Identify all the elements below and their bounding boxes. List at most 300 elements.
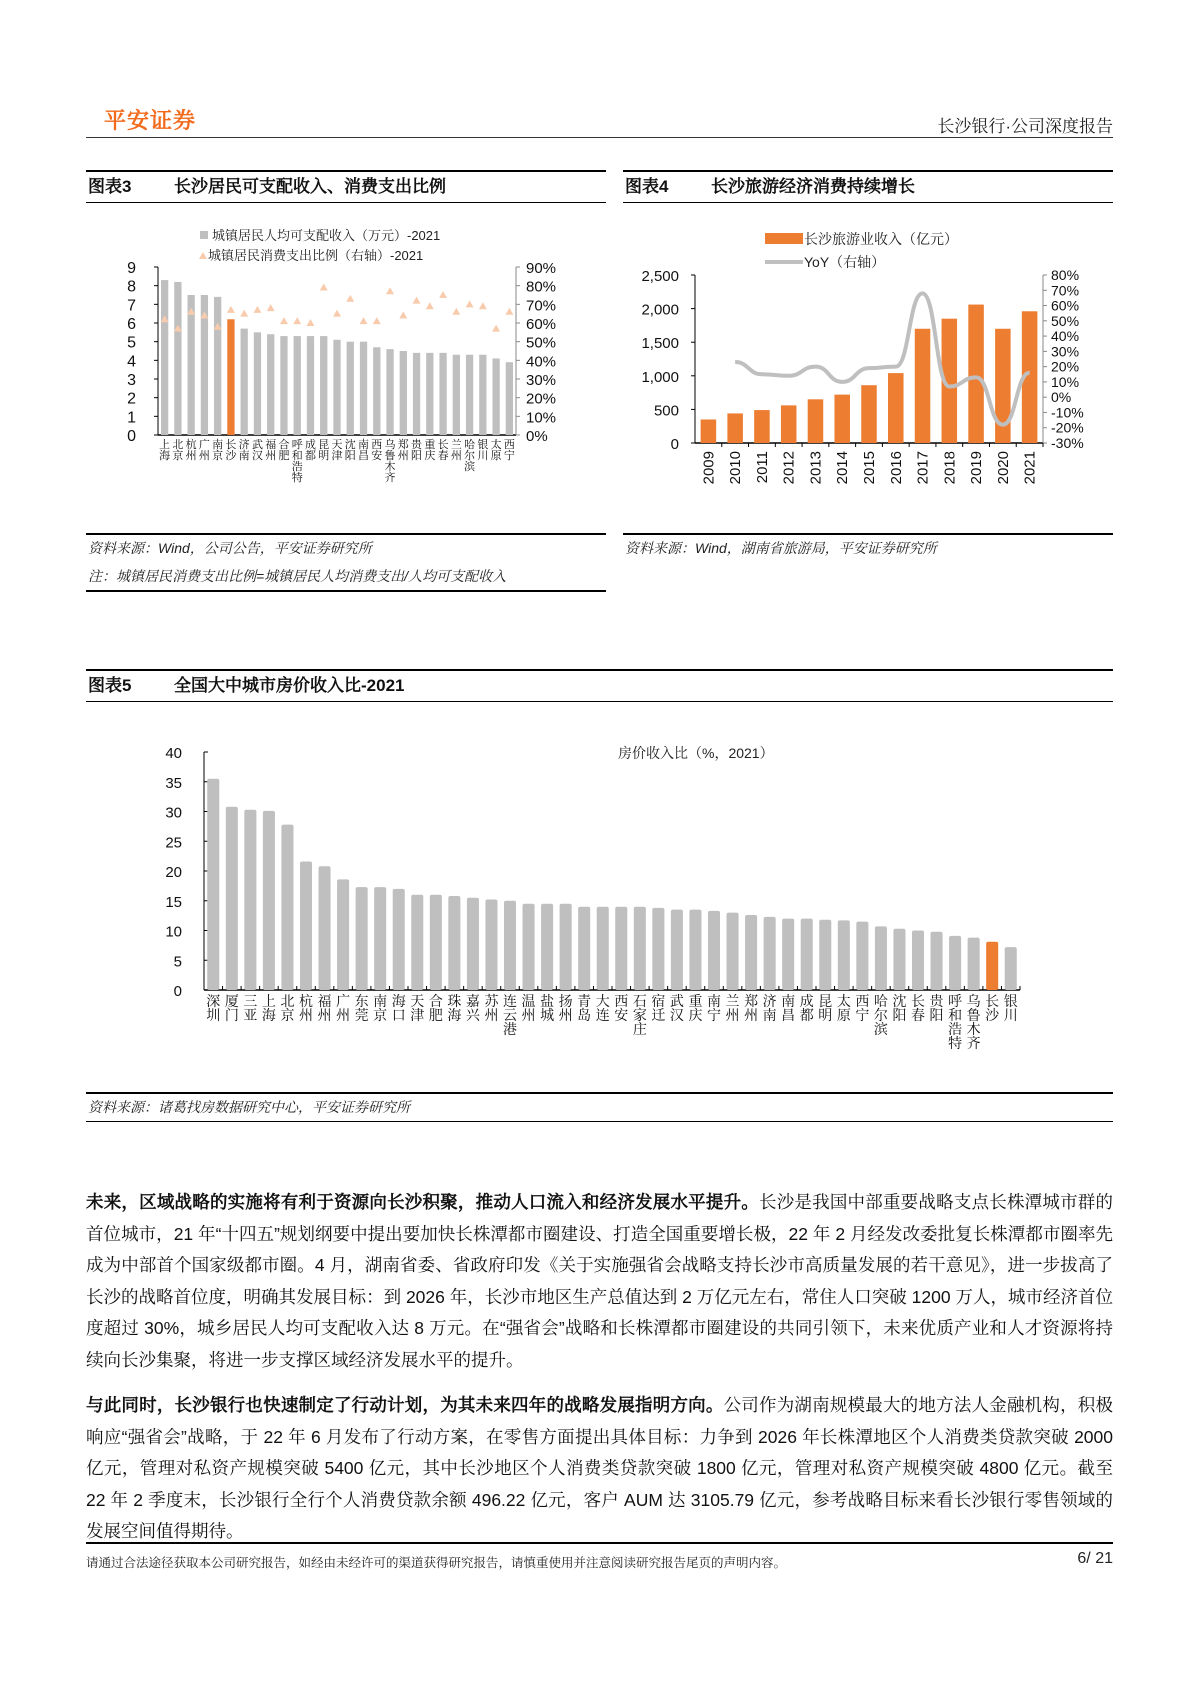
bar [782, 919, 794, 990]
figure-4-chart [623, 205, 1113, 535]
axis-tick-label: 福 [265, 439, 277, 451]
bar [560, 904, 572, 990]
axis-tick-label: 呼 [291, 439, 303, 451]
chart-title: 房价收入比（%，2021） [618, 745, 774, 761]
bar [801, 919, 813, 990]
svg-text:1,000: 1,000 [641, 368, 679, 386]
legend-label: 长沙旅游业收入（亿元） [804, 231, 958, 247]
axis-tick-label: 长 [225, 439, 237, 451]
bar [578, 907, 590, 990]
bar [523, 904, 535, 990]
axis-tick-label: 春 [437, 450, 449, 462]
bar [467, 898, 479, 990]
svg-text:4: 4 [127, 353, 136, 371]
bar [492, 358, 499, 435]
legend-bar-swatch [765, 233, 803, 244]
axis-tick-label: 三 [243, 993, 258, 1009]
svg-text:10: 10 [165, 923, 182, 941]
axis-tick-label: 特 [948, 1035, 963, 1051]
bar [485, 900, 497, 990]
bar [701, 419, 717, 443]
axis-tick-label: 杭 [299, 993, 313, 1009]
axis-tick-label: 珠 [447, 993, 462, 1009]
axis-tick-label: 尔 [873, 1007, 888, 1023]
ratio-marker [452, 308, 460, 315]
svg-text:1,500: 1,500 [641, 335, 679, 353]
axis-tick-label: 安 [371, 450, 383, 462]
axis-tick-label: 汉 [669, 1007, 684, 1023]
axis-tick-label: 州 [336, 1007, 351, 1023]
svg-text:80%: 80% [526, 278, 557, 296]
ratio-marker [320, 284, 328, 291]
axis-tick-label: 2010 [727, 451, 745, 485]
axis-tick-label: 2013 [807, 451, 825, 485]
axis-tick-label: 肥 [278, 450, 290, 462]
bar [819, 920, 831, 990]
axis-tick-label: 大 [595, 993, 610, 1009]
axis-tick-label: 2016 [887, 451, 905, 485]
axis-tick-label: 木 [966, 1021, 981, 1037]
bar [949, 936, 961, 990]
axis-tick-label: 天 [331, 439, 343, 451]
axis-tick-label: 兰 [725, 993, 740, 1009]
figure-5-chart [86, 704, 1113, 1094]
axis-tick-label: 沈 [344, 439, 356, 451]
bar [541, 904, 553, 990]
axis-tick-label: 鲁 [384, 450, 396, 462]
axis-tick-label: 2019 [968, 451, 986, 485]
axis-tick-label: 2014 [834, 451, 852, 485]
axis-tick-label: 州 [317, 1007, 332, 1023]
figure-5-source: 资料来源：诸葛找房数据研究中心，平安证券研究所 [86, 1092, 1113, 1122]
axis-tick-label: 昌 [358, 450, 370, 462]
bar [912, 931, 924, 991]
axis-tick-label: 温 [521, 993, 536, 1009]
legend-triangle-swatch [199, 252, 207, 259]
axis-tick-label: 嘉 [465, 993, 480, 1009]
axis-tick-label: 宁 [503, 450, 515, 462]
svg-text:20: 20 [165, 864, 182, 881]
axis-tick-label: 哈 [464, 439, 476, 451]
axis-tick-label: 庆 [688, 1007, 703, 1023]
ratio-marker [346, 295, 354, 302]
axis-tick-label: 连 [595, 1007, 610, 1023]
ratio-marker [439, 291, 447, 298]
axis-tick-label: 兴 [465, 1007, 480, 1023]
axis-tick-label: 门 [224, 1007, 239, 1023]
bar [888, 373, 904, 443]
legend-label: 城镇居民人均可支配收入（万元）-2021 [212, 228, 441, 243]
axis-tick-label: 济 [762, 993, 777, 1009]
axis-tick-label: 州 [265, 450, 277, 462]
figure-5-number: 图表5 [88, 676, 132, 695]
axis-tick-label: 南 [238, 450, 250, 462]
svg-text:40%: 40% [1051, 328, 1080, 345]
axis-tick-label: 武 [251, 439, 263, 451]
bar [453, 355, 460, 435]
svg-text:90%: 90% [526, 260, 557, 277]
bar [861, 385, 877, 443]
axis-tick-label: 州 [185, 450, 197, 462]
axis-tick-label: 南 [373, 993, 388, 1009]
svg-text:2,500: 2,500 [641, 268, 679, 285]
bar [254, 332, 261, 435]
axis-tick-label: 2012 [780, 451, 798, 485]
axis-tick-label: 呼 [948, 993, 963, 1009]
axis-tick-label: 特 [291, 472, 303, 484]
svg-text:-30%: -30% [1051, 435, 1084, 451]
bar [267, 334, 274, 435]
axis-tick-label: 太 [836, 993, 851, 1009]
bar [615, 907, 627, 990]
ratio-marker [466, 300, 474, 307]
bar [333, 340, 340, 435]
svg-text:0%: 0% [526, 428, 548, 445]
axis-tick-label: 2018 [941, 451, 959, 485]
paragraph-1-lead: 未来，区域战略的实施将有利于资源向长沙积聚，推动人口流入和经济发展水平提升。 [86, 1192, 759, 1212]
bar [337, 879, 349, 990]
axis-tick-label: 都 [799, 1007, 814, 1023]
axis-tick-label: 2020 [994, 451, 1012, 485]
axis-tick-label: 安 [614, 1007, 629, 1023]
svg-text:6: 6 [127, 316, 136, 333]
bar [727, 413, 743, 443]
axis-tick-label: 郑 [397, 439, 409, 451]
axis-tick-label: 沙 [225, 450, 237, 462]
svg-text:8: 8 [127, 278, 136, 296]
axis-tick-label: 京 [373, 1007, 388, 1023]
axis-tick-label: 东 [354, 993, 369, 1009]
figure-4-number: 图表4 [625, 177, 669, 196]
bar [373, 347, 380, 435]
bar [214, 297, 221, 435]
bar [356, 887, 368, 990]
axis-tick-label: 京 [212, 450, 224, 462]
svg-text:50%: 50% [1051, 312, 1080, 329]
bar [727, 913, 739, 990]
axis-tick-label: 乌 [384, 439, 396, 451]
bar [689, 910, 701, 990]
bar [280, 336, 287, 435]
axis-tick-label: 重 [688, 993, 703, 1009]
axis-tick-label: 兰 [450, 439, 462, 451]
bar [781, 405, 797, 443]
axis-tick-label: 莞 [354, 1007, 369, 1023]
bar [506, 362, 513, 435]
axis-tick-label: 银 [1003, 993, 1018, 1009]
axis-tick-label: 南 [707, 993, 721, 1009]
bar [360, 342, 367, 435]
axis-tick-label: 天 [410, 993, 425, 1009]
axis-tick-label: 岛 [577, 1007, 592, 1023]
svg-text:5: 5 [173, 953, 182, 971]
figure-3-title [86, 170, 606, 203]
axis-tick-label: 明 [318, 450, 330, 462]
axis-tick-label: 南 [358, 439, 370, 451]
axis-tick-label: 海 [261, 1007, 276, 1023]
axis-tick-label: 汉 [251, 450, 263, 462]
axis-tick-label: 津 [410, 1007, 425, 1023]
bar [838, 920, 850, 990]
axis-tick-label: 和 [948, 1007, 963, 1023]
ratio-marker [253, 306, 261, 313]
axis-tick-label: 贵 [929, 993, 944, 1009]
axis-tick-label: 长 [911, 993, 925, 1009]
axis-tick-label: 石 [632, 993, 647, 1009]
axis-tick-label: 沙 [985, 1007, 1000, 1023]
axis-tick-label: 2011 [753, 451, 771, 484]
axis-tick-label: 州 [397, 450, 409, 462]
bar [652, 908, 664, 990]
axis-tick-label: 明 [818, 1007, 833, 1023]
axis-tick-label: 昆 [318, 439, 330, 451]
footer-divider [86, 1542, 1113, 1544]
axis-tick-label: 原 [490, 450, 502, 462]
axis-tick-label: 苏 [484, 993, 499, 1009]
svg-text:2,000: 2,000 [641, 301, 679, 319]
figure-3-source: 资料来源：Wind，公司公告，平安证券研究所 [86, 533, 606, 562]
bar [834, 395, 850, 443]
axis-tick-label: 海 [159, 450, 171, 462]
axis-tick-label: 庆 [424, 450, 436, 462]
body-paragraph-2 [86, 1390, 1113, 1548]
ratio-marker [426, 302, 434, 309]
bar [439, 353, 446, 435]
axis-tick-label: 鲁 [966, 1007, 981, 1023]
axis-tick-label: 昌 [781, 1007, 796, 1023]
paragraph-2-text: 公司作为湖南规模最大的地方法人金融机构，积极响应“强省会”战略，于 22 年 6 月发布了行动方案，在零售方面提出具体目标：力争到 2026 年长株潭地区个人消费类贷款突破 2000 亿元，管理对私资产规模突破 5400 亿元，其中长沙地区个人消费类贷款突破 1800 亿元，管理对私资产规模突破 4800 亿元。截至 22 年 2 季度末，长沙银行全行个人消费贷款余额 496.22 亿元，客户 AUM 达 3105.79 亿元，参考战略目标来看长沙银行零售领域的发展空间值得期待。 [86, 1395, 1113, 1541]
axis-tick-label: 家 [632, 1007, 647, 1023]
bar [307, 336, 314, 435]
axis-tick-label: 州 [299, 1007, 313, 1023]
axis-tick-label: 太 [490, 439, 502, 451]
axis-tick-label: 州 [450, 450, 462, 462]
axis-tick-label: 阳 [411, 450, 423, 462]
brand-logo: 平安证券 [104, 108, 197, 133]
axis-tick-label: 京 [280, 1007, 295, 1023]
axis-tick-label: 郑 [744, 993, 759, 1009]
svg-text:9: 9 [127, 260, 136, 277]
axis-tick-label: 武 [669, 993, 684, 1009]
axis-tick-label: 州 [558, 1007, 573, 1023]
axis-tick-label: 成 [799, 993, 814, 1009]
ratio-marker [360, 317, 368, 324]
axis-tick-label: 春 [911, 1007, 925, 1023]
axis-tick-label: 川 [477, 450, 489, 462]
bar [466, 355, 473, 435]
axis-tick-label: 2015 [861, 451, 878, 485]
legend-bar-swatch [200, 231, 208, 239]
paragraph-2-lead: 与此同时，长沙银行也快速制定了行动计划，为其未来四年的战略发展指明方向。 [86, 1395, 724, 1415]
axis-tick-label: 宿 [651, 993, 666, 1009]
axis-tick-label: 长 [437, 439, 449, 451]
axis-tick-label: 西 [503, 439, 515, 451]
axis-tick-label: 广 [336, 993, 351, 1009]
bar [319, 866, 331, 990]
figure-5-footer [86, 1092, 1113, 1122]
ratio-marker [413, 297, 421, 304]
axis-tick-label: 港 [503, 1021, 517, 1037]
page-number: 6/ 21 [1077, 1550, 1113, 1567]
bar [374, 887, 386, 990]
bar [411, 895, 423, 990]
svg-text:60%: 60% [1051, 297, 1080, 314]
bar [413, 353, 420, 435]
axis-tick-label: 连 [503, 993, 517, 1009]
legend-label: YoY（右轴） [804, 254, 886, 270]
axis-tick-label: 宁 [707, 1007, 721, 1023]
axis-tick-label: 浩 [948, 1021, 963, 1037]
svg-text:15: 15 [165, 893, 182, 911]
figure-3-number: 图表3 [88, 177, 132, 196]
axis-tick-label: 2017 [914, 451, 932, 485]
figure-4 [623, 170, 1113, 203]
axis-tick-label: 银 [477, 439, 489, 451]
bar [207, 779, 219, 990]
svg-text:50%: 50% [526, 334, 557, 352]
svg-text:40%: 40% [526, 353, 557, 371]
svg-text:2: 2 [127, 390, 136, 408]
bar [915, 329, 931, 443]
bar [227, 319, 234, 435]
axis-tick-label: 杭 [185, 439, 197, 451]
legend-label: 城镇居民消费支出比例（右轴）-2021 [208, 248, 424, 263]
body-paragraph-1 [86, 1187, 1113, 1376]
bar [426, 353, 433, 435]
ratio-marker [240, 310, 248, 317]
axis-tick-label: 齐 [966, 1035, 981, 1051]
axis-tick-label: 乌 [966, 993, 981, 1009]
axis-tick-label: 滨 [464, 461, 476, 473]
axis-tick-label: 长 [985, 993, 1000, 1009]
bar [893, 929, 905, 990]
bar [479, 355, 486, 435]
ratio-marker [399, 312, 407, 319]
axis-tick-label: 上 [261, 993, 276, 1009]
axis-tick-label: 圳 [206, 1007, 221, 1023]
bar [808, 399, 824, 443]
axis-tick-label: 州 [198, 450, 210, 462]
axis-tick-label: 北 [172, 439, 184, 451]
svg-text:-20%: -20% [1051, 419, 1084, 436]
axis-tick-label: 重 [424, 439, 436, 451]
bar [708, 911, 720, 990]
bar [393, 889, 405, 990]
axis-tick-label: 南 [762, 1007, 777, 1023]
axis-tick-label: 南 [212, 439, 224, 451]
axis-tick-label: 尔 [464, 450, 476, 462]
bar [263, 811, 275, 990]
axis-tick-label: 2009 [700, 451, 718, 485]
svg-text:70%: 70% [1051, 282, 1080, 299]
bar [161, 280, 168, 435]
axis-tick-label: 肥 [428, 1007, 443, 1023]
svg-text:0: 0 [173, 983, 182, 1000]
axis-tick-label: 济 [238, 439, 250, 451]
footer-disclaimer: 请通过合法途径获取本公司研究报告，如经由未经许可的渠道获得研究报告，请慎重使用并注意阅读研究报告尾页的声明内容。 [86, 1556, 787, 1570]
axis-tick-label: 州 [725, 1007, 740, 1023]
bar [347, 342, 354, 435]
bar [754, 410, 770, 443]
axis-tick-label: 滨 [873, 1021, 888, 1037]
figure-4-title [623, 170, 1113, 203]
figure-5-caption: 全国大中城市房价收入比-2021 [174, 676, 405, 695]
bar [986, 942, 998, 990]
axis-tick-label: 成 [304, 439, 316, 451]
ratio-marker [293, 317, 301, 324]
axis-tick-label: 哈 [873, 993, 888, 1009]
ratio-marker [306, 319, 314, 326]
svg-text:-10%: -10% [1051, 404, 1084, 421]
bar [875, 926, 887, 990]
figure-4-caption: 长沙旅游经济消费持续增长 [711, 177, 915, 196]
axis-tick-label: 州 [744, 1007, 759, 1023]
bar [226, 807, 238, 990]
axis-tick-label: 西 [371, 439, 383, 451]
bar [188, 295, 195, 435]
axis-tick-label: 2021 [1021, 451, 1039, 485]
ratio-marker [386, 287, 394, 294]
svg-text:40: 40 [165, 745, 182, 762]
figure-3-chart [86, 205, 606, 535]
axis-tick-label: 宁 [855, 1007, 870, 1023]
figure-4-footer [623, 533, 1113, 562]
bar [968, 305, 984, 443]
svg-text:35: 35 [165, 774, 182, 792]
ratio-marker [267, 304, 275, 311]
bar [504, 901, 516, 990]
axis-tick-label: 州 [521, 1007, 536, 1023]
svg-text:7: 7 [127, 297, 136, 315]
figure-5 [86, 669, 1113, 702]
bar [931, 932, 943, 990]
ratio-marker [505, 308, 513, 315]
figure-3-footer [86, 533, 606, 592]
svg-text:10%: 10% [526, 409, 557, 427]
svg-text:30%: 30% [526, 372, 557, 389]
bar [320, 336, 327, 435]
axis-tick-label: 西 [614, 993, 629, 1009]
axis-tick-label: 福 [317, 993, 332, 1009]
ratio-marker [227, 306, 235, 313]
axis-tick-label: 深 [206, 993, 221, 1009]
axis-tick-label: 迁 [651, 1007, 666, 1023]
axis-tick-label: 海 [447, 1007, 462, 1023]
axis-tick-label: 津 [331, 450, 343, 462]
bar [448, 896, 460, 990]
axis-tick-label: 北 [280, 993, 295, 1009]
bar [174, 282, 181, 435]
bar [300, 861, 312, 990]
axis-tick-label: 西 [855, 993, 870, 1009]
axis-tick-label: 沈 [892, 993, 907, 1009]
axis-tick-label: 广 [198, 439, 210, 451]
figure-3-caption: 长沙居民可支配收入、消费支出比例 [174, 177, 446, 196]
bar [745, 915, 757, 990]
svg-text:0%: 0% [1051, 389, 1072, 406]
figure-5-title [86, 669, 1113, 702]
bar [386, 349, 393, 435]
svg-text:3: 3 [127, 372, 136, 389]
bar [244, 810, 256, 990]
bar [764, 917, 776, 990]
ratio-marker [492, 325, 500, 332]
yoy-line [735, 293, 1029, 424]
axis-tick-label: 州 [484, 1007, 499, 1023]
report-title: 长沙银行·公司深度报告 [937, 117, 1113, 136]
bar [856, 922, 868, 990]
svg-text:70%: 70% [526, 297, 557, 315]
